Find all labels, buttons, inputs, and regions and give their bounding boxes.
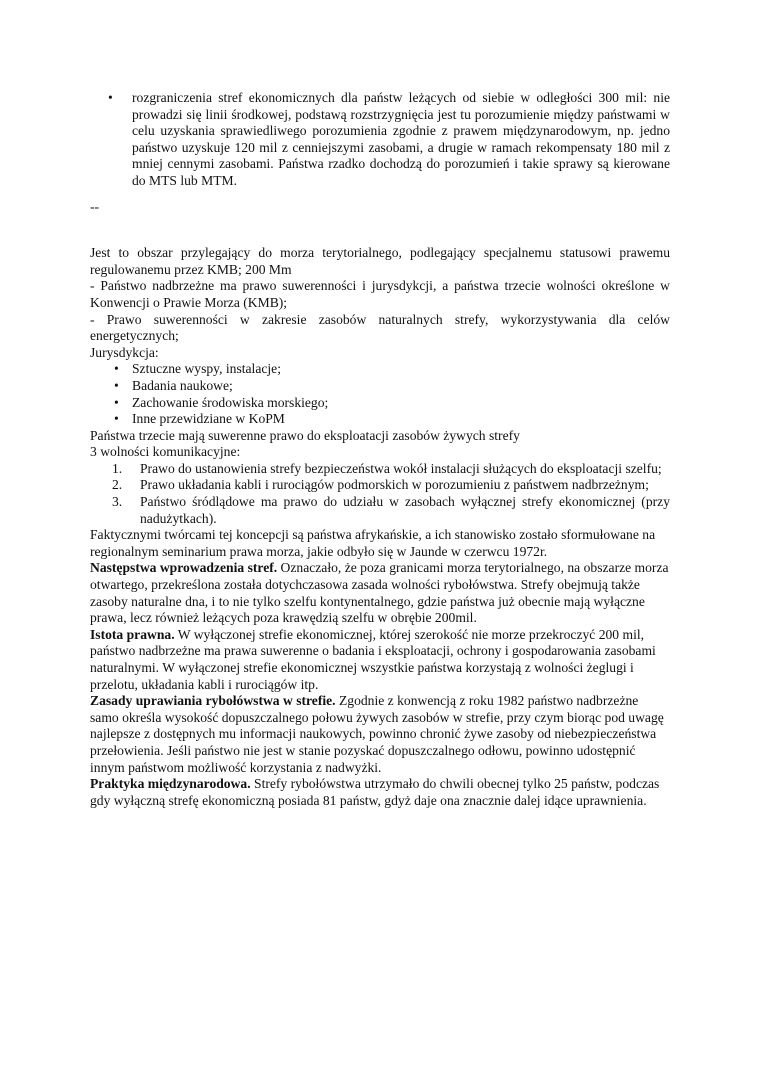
legal-essence-paragraph: Istota prawna. W wyłączonej strefie ekonomicznej, której szerokość nie morze przekroczyć 200 mil, państwo nadbrzeżne ma prawa suwerenne o badania i eksploatacji, ochrony i gospodarowania zasobami naturalnymi. W wyłączonej strefie ekonomicznej wszystkie państwa korzystają z wolności żeglugi i przelotu, układania kabli i rurociągów itp.	[90, 626, 656, 692]
bullet-icon: •	[114, 361, 119, 377]
creators-paragraph: Faktycznymi twórcami tej koncepcji są państwa afrykańskie, a ich stanowisko zostało sformułowane na regionalnym seminarium prawa morza, jakie odbyło się w Jaunde w czerwcu 1972r.	[90, 527, 656, 559]
separator: --	[90, 198, 100, 214]
freedoms-list	[90, 461, 670, 527]
list-item: • Zachowanie środowiska morskiego;	[114, 394, 329, 410]
section-heading: Istota prawna.	[90, 626, 175, 642]
bullet-icon: •	[114, 377, 119, 393]
list-item: 3. Państwo śródlądowe ma prawo do udziału w zasobach wyłącznej strefy ekonomicznej (przy nadużytkach).	[112, 494, 670, 526]
list-item: • Sztuczne wyspy, instalacje;	[114, 361, 281, 377]
bullet-icon: •	[114, 411, 119, 427]
jurisdiction-label: Jurysdykcja:	[90, 344, 159, 360]
document-page	[90, 90, 670, 809]
list-item: • Inne przewidziane w KoPM	[114, 411, 285, 427]
intro-paragraph: Jest to obszar przylegający do morza terytorialnego, podlegający specjalnemu statusowi prawemu regulowanemu przez KMB; 200 Mm	[90, 245, 670, 277]
freedoms-label: 3 wolności komunikacyjne:	[90, 444, 241, 460]
fishing-rules-paragraph: Zasady uprawiania rybołówstwa w strefie. Zgodnie z konwencją z roku 1982 państwo nadbrzeżne samo określa wysokość dopuszczalnego połowu żywych zasobów w strefie, przy czym biorąc pod uwagę najlepsze z dostępnych mu informacji naukowych, powinno chronić żywe zasoby od niebezpieczeństwa przełowienia. Jeśli państwo nie jest w stanie pozyskać dopuszczalnego odłowu, powinno udostępnić innym państwom możliwość korzystania z nadwyżki.	[90, 693, 664, 775]
jurisdiction-list	[90, 361, 670, 427]
list-number: 1.	[112, 460, 123, 476]
list-item: • Badania naukowe;	[114, 377, 233, 393]
sovereignty-line: - Prawo suwerenności w zakresie zasobów naturalnych strefy, wykorzystywania dla celów energetycznych;	[90, 311, 670, 344]
state-rights-line: - Państwo nadbrzeżne ma prawo suwerenności i jurysdykcji, a państwa trzecie wolności określone w Konwencji o Prawie Morza (KMB);	[90, 278, 670, 310]
practice-paragraph: Praktyka międzynarodowa. Strefy rybołówstwa utrzymało do chwili obecnej tylko 25 państw, podczas gdy wyłączną strefę ekonomiczną posiada 81 państw, gdyż daje ona znacznie dalej idące uprawnienia.	[90, 776, 660, 808]
section-heading: Następstwa wprowadzenia stref.	[90, 560, 278, 576]
consequences-paragraph: Następstwa wprowadzenia stref. Oznaczało, że poza granicami morza terytorialnego, na obszarze morza otwartego, przekreślona została dotychczasowa zasada wolności rybołówstwa. Strefy obejmują także zasoby naturalne dna, i to nie tylko szelfu kontynentalnego, gdzie państwa już obecnie mają wyłączne prawa, lecz również leżących poza krawędzią szelfu w obrębie 200mil.	[90, 560, 669, 626]
spacer	[90, 215, 670, 245]
third-states-line: Państwa trzecie mają suwerenne prawo do eksploatacji zasobów żywych strefy	[90, 427, 520, 443]
bullet-item-boundary	[90, 90, 670, 190]
bullet-icon: •	[114, 394, 119, 410]
bullet-icon: •	[108, 90, 113, 105]
list-item: 1. Prawo do ustanowienia strefy bezpieczeństwa wokół instalacji służących do eksploatacji szelfu;	[112, 460, 662, 476]
list-number: 3.	[112, 494, 123, 510]
list-number: 2.	[112, 477, 123, 493]
bullet-text: rozgraniczenia stref ekonomicznych dla państw leżących od siebie w odległości 300 mil: nie prowadzi się linii środkowej, podstawą rozstrzygnięcia jest tu porozumienie między państwami w celu uzyskania sprawiedliwego porozumienia zgodnie z prawem międzynarodowym, np. jedno państwo uzyskuje 120 mil z cenniejszymi zasobami, a drugie w ramach rekompensaty 180 mil z mniej cennymi zasobami. Państwa rzadko dochodzą do porozumień i takie sprawy są kierowane do MTS lub MTM.	[132, 90, 670, 188]
section-heading: Zasady uprawiania rybołówstwa w strefie.	[90, 693, 336, 709]
section-heading: Praktyka międzynarodowa.	[90, 776, 251, 792]
list-item: 2. Prawo układania kabli i rurociągów podmorskich w porozumieniu z państwem nadbrzeżnym;	[112, 477, 649, 493]
